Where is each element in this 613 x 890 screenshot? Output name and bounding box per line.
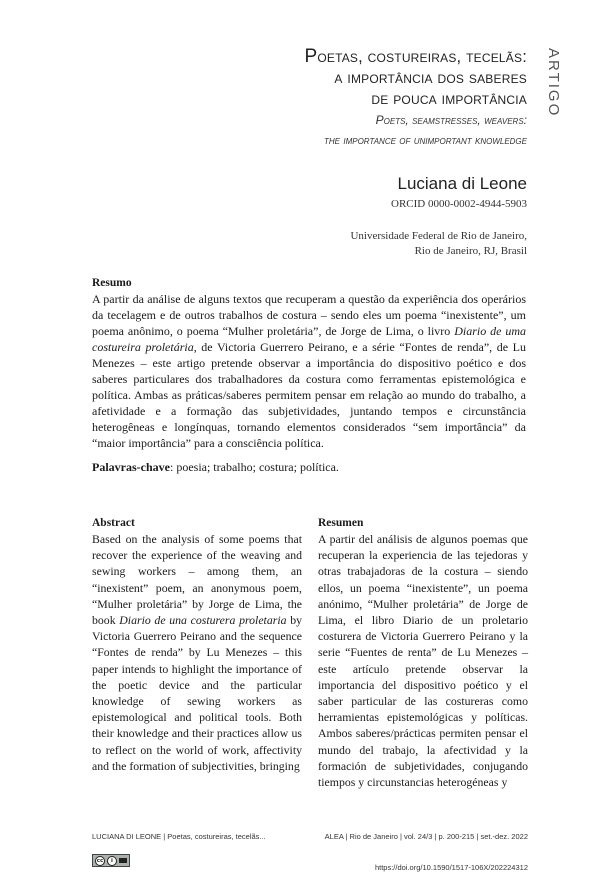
author-affiliation (350, 229, 527, 259)
doi-link[interactable]: https://doi.org/10.1590/1517-106X/202224312 (374, 863, 528, 872)
keywords-list: : poesia; trabalho; costura; política. (169, 460, 339, 474)
resumo-section (92, 276, 526, 475)
subtitle-line-1: Poets, seamstresses, weavers: (375, 113, 527, 127)
affiliation-line-1: Universidade Federal de Rio de Janeiro, (350, 230, 527, 242)
creative-commons-by-icon[interactable] (92, 854, 130, 867)
resumen-heading: Resumen (318, 517, 364, 529)
title-line-2: a importância dos saberes (334, 69, 527, 87)
footer-journal-info: ALEA | Rio de Janeiro | vol. 24/3 | p. 200-215 | set.-dez. 2022 (324, 832, 528, 841)
article-title (107, 46, 527, 150)
title-line-3: de pouca importância (371, 90, 527, 108)
title-line-1: Poetas, costureiras, tecelãs: (304, 46, 527, 67)
abstract-text-part1: Based on the analysis of some poems that recover the experience of the weaving and sewing workers – among them, an “inexistent” poem, an anonymous poem, “Mulher proletária” by Jorge de Lima, the book (92, 532, 302, 628)
resumo-text-part1: A partir da análise de alguns textos que recuperam a questão da experiência dos operários da tecelagem e de outros trabalhos de costura – sendo eles um poema “inexistente”, um poema anônimo, o poema “Mulher proletária”, de Jorge de Lima, o livro (92, 292, 526, 338)
cc-strip-icon (119, 858, 127, 863)
abstract-section (92, 516, 302, 774)
abstract-text (92, 531, 302, 774)
by-icon: i (107, 856, 117, 866)
section-label: ARTIGO (545, 48, 562, 118)
author-name: Luciana di Leone (397, 174, 527, 193)
resumo-book-title: Diario de uma costureira proletária (92, 324, 526, 354)
resumo-text (92, 291, 526, 451)
resumen-text: A partir del análisis de algunos poemas que recuperan la experiencia de las tejedoras y otras trabajadoras de la costura – siendo ellos, un poema “inexistente”, un poema anónimo, “Mulher proletária” de Jorge de Lima, el libro Diario de un proletario costurera de Victoria Guerrero Peirano y la serie “Fuentes de renta” de Lu Menezes – este artículo pretende observar la importancia del dispositivo poético y el saber particular de las costureras como herramientas epistemológicas y políticas. Ambos saberes/prácticas permiten pensar el mundo del trabajo, la afectividad y la formación de subjetividades, conjugando tiempos y circunstancias heterogéneas y (318, 532, 528, 790)
resumo-heading: Resumo (92, 277, 132, 289)
subtitle-line-2: the importance of unimportant knowledge (324, 133, 527, 147)
abstract-text-part2: by Victoria Guerrero Peirano and the sequence “Fontes de renda” by Lu Menezes – this paper intends to highlight the importance of the poetic device and the particular knowledge of sewing workers as epistemological and political tools. Both their knowledge and their practices allow us to reflect on the world of work, affectivity and the formation of subjectivities, bringing (92, 613, 302, 773)
cc-icon: cc (96, 857, 104, 864)
resumen-section (318, 516, 528, 790)
keywords (92, 459, 526, 475)
author-orcid[interactable]: ORCID 0000-0002-4944-5903 (391, 198, 527, 210)
footer-running-title: LUCIANA DI LEONE | Poetas, costureiras, tecelãs... (92, 832, 266, 841)
keywords-label: Palavras-chave (92, 460, 170, 474)
resumo-text-part2: , de Victoria Guerrero Peirano, e a série “Fontes de renda”, de Lu Menezes – este artigo pretende observar a importância do dispositivo poético e dos saberes particulares dos trabalhadores da costura como ferramentas epistemológica e política. Ambas as práticas/saberes permitem pensar em relação ao mundo do trabalho, a afetividade e a formação das subjetividades, juntando tempos e circunstância heterogêneas e longínquas, tornando elementos considerados “sem importância” da “maior importância” para a consciência política. (92, 340, 527, 450)
abstract-book-title: Diario de una costurera proletaria (119, 613, 287, 628)
affiliation-line-2: Rio de Janeiro, RJ, Brasil (414, 245, 527, 257)
abstract-heading: Abstract (92, 517, 135, 529)
